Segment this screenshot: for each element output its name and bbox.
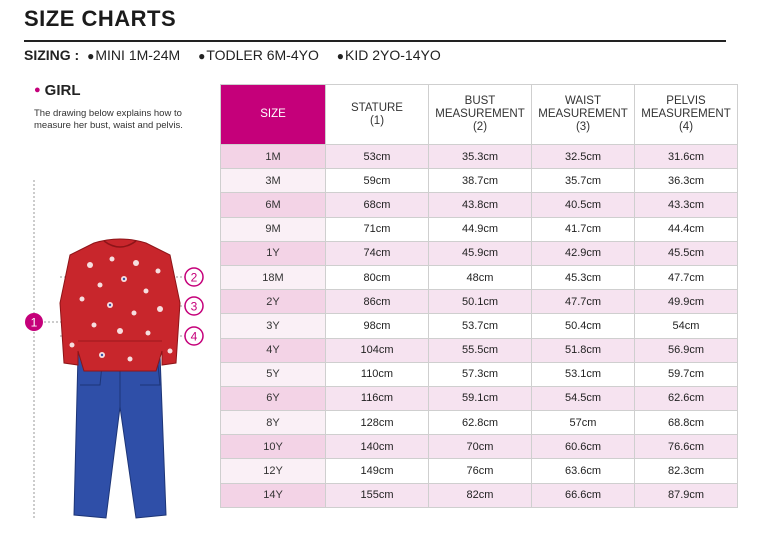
waist-cell: 63.6cm (532, 459, 635, 483)
pelvis-cell: 31.6cm (635, 145, 738, 169)
stature-cell: 98cm (326, 314, 429, 338)
marker-1-label: 1 (30, 315, 38, 330)
column-header-waist: WAIST MEASUREMENT (3) (532, 85, 635, 145)
table-row (221, 338, 738, 362)
measurement-description: The drawing below explains how to measure her bust, waist and pelvis. (34, 108, 183, 131)
size-cell: 14Y (221, 483, 326, 507)
table-row (221, 193, 738, 217)
girl-outfit-illustration (20, 175, 210, 525)
pelvis-cell: 49.9cm (635, 290, 738, 314)
pelvis-cell: 54cm (635, 314, 738, 338)
table-row (221, 290, 738, 314)
bust-cell: 62.8cm (429, 411, 532, 435)
table-row (221, 314, 738, 338)
marker-3-icon (185, 297, 203, 315)
marker-3-label: 3 (190, 299, 198, 314)
table-row (221, 217, 738, 241)
bust-cell: 44.9cm (429, 217, 532, 241)
bust-cell: 48cm (429, 265, 532, 289)
pelvis-cell: 62.6cm (635, 386, 738, 410)
waist-cell: 66.6cm (532, 483, 635, 507)
waist-cell: 32.5cm (532, 145, 635, 169)
stature-cell: 74cm (326, 241, 429, 265)
sizing-option-todler: ●TODLER 6M-4YO (198, 47, 319, 63)
pelvis-cell: 43.3cm (635, 193, 738, 217)
table-row (221, 386, 738, 410)
bust-cell: 35.3cm (429, 145, 532, 169)
size-cell: 3Y (221, 314, 326, 338)
pelvis-cell: 36.3cm (635, 169, 738, 193)
size-cell: 4Y (221, 338, 326, 362)
waist-cell: 50.4cm (532, 314, 635, 338)
size-cell: 10Y (221, 435, 326, 459)
pelvis-cell: 45.5cm (635, 241, 738, 265)
table-header-row (221, 85, 738, 145)
bust-cell: 57.3cm (429, 362, 532, 386)
pelvis-cell: 68.8cm (635, 411, 738, 435)
waist-cell: 53.1cm (532, 362, 635, 386)
size-cell: 5Y (221, 362, 326, 386)
stature-cell: 116cm (326, 386, 429, 410)
stature-cell: 86cm (326, 290, 429, 314)
stature-cell: 104cm (326, 338, 429, 362)
table-row (221, 483, 738, 507)
table-row (221, 411, 738, 435)
waist-cell: 54.5cm (532, 386, 635, 410)
marker-2-icon (185, 268, 203, 286)
marker-2-label: 2 (190, 270, 198, 285)
column-header-pelvis: PELVIS MEASUREMENT (4) (635, 85, 738, 145)
sizing-label: SIZING : (24, 47, 80, 63)
marker-1-icon (25, 313, 43, 331)
pelvis-cell: 44.4cm (635, 217, 738, 241)
pelvis-cell: 87.9cm (635, 483, 738, 507)
stature-cell: 59cm (326, 169, 429, 193)
sizing-line (24, 47, 455, 63)
size-cell: 12Y (221, 459, 326, 483)
waist-cell: 35.7cm (532, 169, 635, 193)
page-title: SIZE CHARTS (24, 6, 177, 31)
stature-cell: 140cm (326, 435, 429, 459)
size-cell: 3M (221, 169, 326, 193)
bust-cell: 59.1cm (429, 386, 532, 410)
size-cell: 8Y (221, 411, 326, 435)
bullet-icon: ● (34, 84, 41, 96)
table-row (221, 145, 738, 169)
pelvis-cell: 82.3cm (635, 459, 738, 483)
waist-cell: 60.6cm (532, 435, 635, 459)
title-divider (24, 40, 726, 42)
bust-cell: 76cm (429, 459, 532, 483)
pelvis-cell: 47.7cm (635, 265, 738, 289)
bust-cell: 82cm (429, 483, 532, 507)
size-cell: 2Y (221, 290, 326, 314)
size-cell: 1Y (221, 241, 326, 265)
size-cell: 6Y (221, 386, 326, 410)
pelvis-cell: 76.6cm (635, 435, 738, 459)
stature-cell: 53cm (326, 145, 429, 169)
table-row (221, 459, 738, 483)
pelvis-cell: 59.7cm (635, 362, 738, 386)
stature-cell: 80cm (326, 265, 429, 289)
pelvis-cell: 56.9cm (635, 338, 738, 362)
waist-cell: 42.9cm (532, 241, 635, 265)
sizing-option-kid: ●KID 2YO-14YO (336, 47, 441, 63)
waist-cell: 57cm (532, 411, 635, 435)
table-row (221, 241, 738, 265)
bust-cell: 45.9cm (429, 241, 532, 265)
section-heading: ● GIRL (34, 82, 81, 99)
stature-cell: 110cm (326, 362, 429, 386)
waist-cell: 45.3cm (532, 265, 635, 289)
size-cell: 6M (221, 193, 326, 217)
blouse-shape (60, 239, 180, 371)
waist-cell: 51.8cm (532, 338, 635, 362)
column-header-size: SIZE (221, 85, 326, 145)
stature-cell: 68cm (326, 193, 429, 217)
bust-cell: 70cm (429, 435, 532, 459)
column-header-stature: STATURE (1) (326, 85, 429, 145)
table-row (221, 362, 738, 386)
stature-cell: 149cm (326, 459, 429, 483)
sizing-option-mini: ●MINI 1M-24M (87, 47, 181, 63)
bust-cell: 43.8cm (429, 193, 532, 217)
marker-4-icon (185, 327, 203, 345)
marker-4-label: 4 (190, 329, 198, 344)
waist-cell: 47.7cm (532, 290, 635, 314)
size-cell: 18M (221, 265, 326, 289)
table-row (221, 435, 738, 459)
waist-cell: 41.7cm (532, 217, 635, 241)
bust-cell: 38.7cm (429, 169, 532, 193)
bust-cell: 50.1cm (429, 290, 532, 314)
size-chart-table (220, 84, 738, 508)
stature-cell: 71cm (326, 217, 429, 241)
table-row (221, 265, 738, 289)
table-row (221, 169, 738, 193)
bust-cell: 53.7cm (429, 314, 532, 338)
bust-cell: 55.5cm (429, 338, 532, 362)
size-cell: 1M (221, 145, 326, 169)
waist-cell: 40.5cm (532, 193, 635, 217)
column-header-bust: BUST MEASUREMENT (2) (429, 85, 532, 145)
stature-cell: 155cm (326, 483, 429, 507)
stature-cell: 128cm (326, 411, 429, 435)
size-cell: 9M (221, 217, 326, 241)
